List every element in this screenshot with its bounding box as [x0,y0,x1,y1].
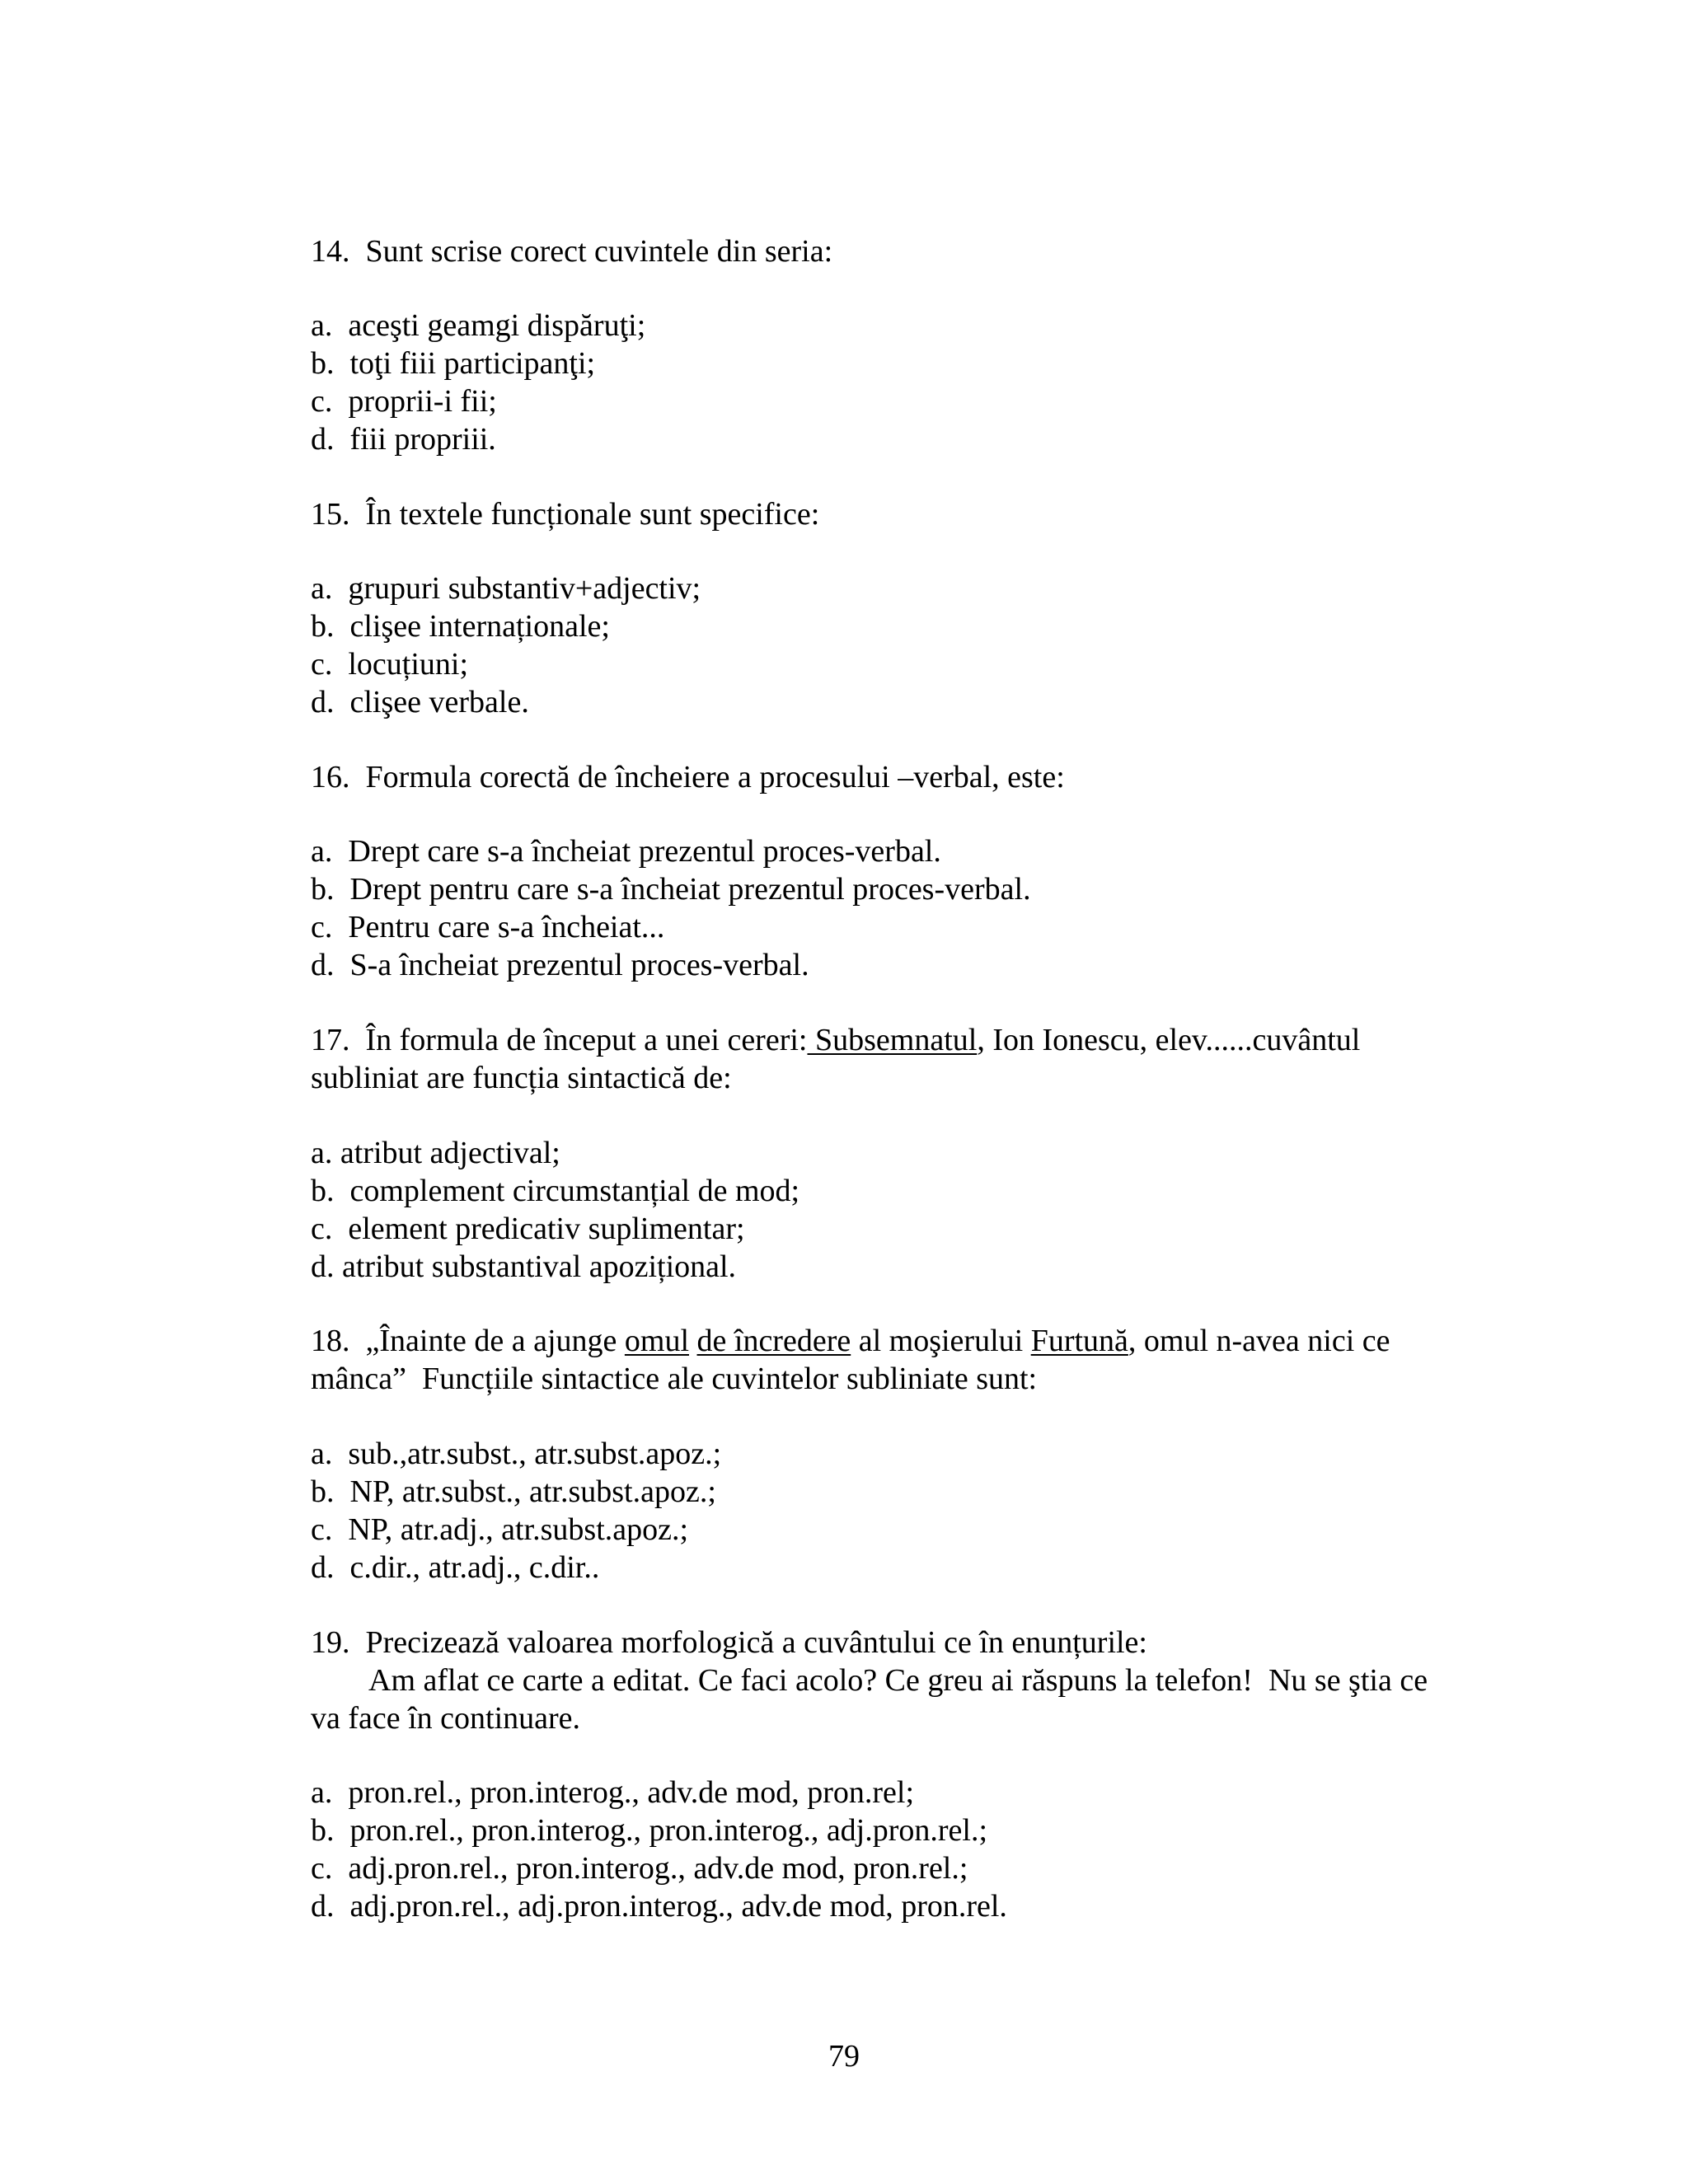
answer-option-a: a. pron.rel., pron.interog., adv.de mod, pron.rel; [311,1775,915,1810]
answer-option-c: c. NP, atr.adj., atr.subst.apoz.; [311,1512,689,1547]
question-stem: 15. În textele funcționale sunt specifice: [311,497,820,532]
answer-option-d: d. S-a încheiat prezentul proces-verbal. [311,948,809,982]
answer-option-c: c. locuțiuni; [311,647,469,682]
answer-option-a: a. aceşti geamgi dispăruţi; [311,308,646,343]
underlined-word: Furtună [1030,1324,1128,1358]
answer-option-d: d. c.dir., atr.adj., c.dir.. [311,1550,600,1585]
answer-option-b: b. toţi fiii participanţi; [311,346,596,381]
example-sentences-continuation: va face în continuare. [311,1701,581,1736]
answer-option-c: c. adj.pron.rel., pron.interog., adv.de mod, pron.rel.; [311,1851,968,1886]
answer-option-c: c. element predicativ suplimentar; [311,1212,745,1246]
question-stem: 19. Precizează valoarea morfologică a cuvântului ce în enunțurile: [311,1625,1147,1660]
answer-option-d: d. fiii propriii. [311,422,496,457]
stem-text: , omul n-avea nici ce [1128,1324,1390,1358]
answer-option-b: b. clişee internaționale; [311,609,610,644]
answer-option-c: c. Pentru care s-a încheiat... [311,910,665,944]
question-stem [311,1322,1390,1360]
stem-text: 18. „Înainte de a ajunge [311,1324,625,1358]
question-stem [311,1021,1360,1059]
underlined-word: Subsemnatul [807,1023,978,1057]
underlined-word: de încredere [696,1324,851,1358]
answer-option-d: d. clişee verbale. [311,685,529,719]
question-stem: 16. Formula corectă de încheiere a procesului –verbal, este: [311,760,1065,794]
answer-option-a: a. grupuri substantiv+adjectiv; [311,571,701,606]
answer-option-b: b. NP, atr.subst., atr.subst.apoz.; [311,1474,716,1509]
stem-text: al moşierului [851,1324,1031,1358]
answer-option-a: a. sub.,atr.subst., atr.subst.apoz.; [311,1436,722,1471]
underlined-word: omul [624,1324,690,1358]
answer-option-a: a. Drept care s-a încheiat prezentul proces-verbal. [311,834,941,869]
answer-option-b: b. pron.rel., pron.interog., pron.interog., adj.pron.rel.; [311,1813,988,1848]
stem-text: , Ion Ionescu, elev......cuvântul [977,1023,1361,1057]
page-number: 79 [828,2039,860,2074]
answer-option-d: d. adj.pron.rel., adj.pron.interog., adv.de mod, pron.rel. [311,1889,1007,1924]
answer-option-d: d. atribut substantival apozițional. [311,1249,737,1284]
question-stem: 14. Sunt scrise corect cuvintele din seria: [311,234,833,269]
answer-option-b: b. complement circumstanțial de mod; [311,1174,800,1208]
question-stem-continuation: subliniat are funcția sintactică de: [311,1061,732,1095]
question-stem-continuation: mânca” Funcțiile sintactice ale cuvintelor subliniate sunt: [311,1361,1038,1396]
stem-text: 17. În formula de început a unei cereri: [311,1023,808,1057]
answer-option-c: c. proprii-i fii; [311,384,497,419]
example-sentences: Am aflat ce carte a editat. Ce faci acolo? Ce greu ai răspuns la telefon! Nu se ştia ce [368,1663,1428,1698]
answer-option-b: b. Drept pentru care s-a încheiat prezentul proces-verbal. [311,872,1031,907]
stem-text [689,1324,697,1358]
answer-option-a: a. atribut adjectival; [311,1136,560,1170]
